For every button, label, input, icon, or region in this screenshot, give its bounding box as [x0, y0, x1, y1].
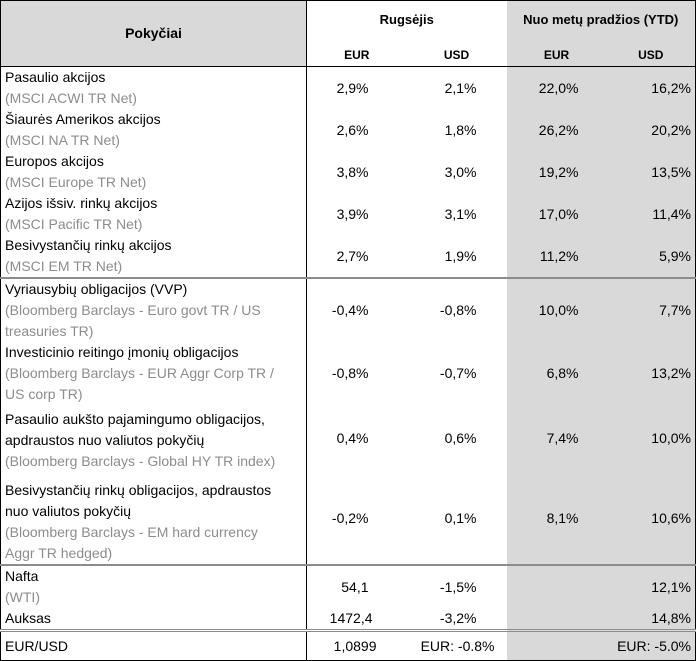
cell-ytd-eur: 17,0%: [507, 193, 607, 235]
row-label: Vyriausybių obligacijos (VVP): [5, 281, 188, 297]
table-row: [1, 109, 696, 151]
cell-ytd-usd: 13,2%: [607, 342, 696, 405]
cell-ytd-eur: 19,2%: [507, 151, 607, 193]
cell-price: 1,0899: [307, 631, 407, 661]
row-label: Pasaulio akcijos: [5, 69, 106, 85]
row-label: Nafta: [5, 568, 39, 584]
row-index-cont: US corp TR): [5, 386, 83, 402]
row-index: (Bloomberg Barclays - Euro govt TR / US: [5, 302, 261, 318]
row-label: Besivystančių rinkų akcijos: [5, 237, 172, 253]
cell-month-usd: 1,8%: [444, 121, 477, 138]
cell-month-eur: 2,7%: [336, 247, 369, 264]
cell-month-usd: 1,9%: [444, 247, 477, 264]
header-ytd: Nuo metų pradžios (YTD): [507, 1, 696, 46]
cell-month-change: -3,2%: [439, 610, 477, 626]
cell-ytd-usd: 10,6%: [607, 472, 696, 565]
table-row: [1, 235, 696, 278]
cell-price: 54,1: [307, 565, 407, 608]
cell-ytd-eur: 7,4%: [507, 405, 607, 472]
cell-ytd-eur: 8,1%: [507, 472, 607, 565]
row-index: (MSCI NA TR Net): [5, 132, 120, 148]
cell-month-eur: -0,8%: [331, 365, 369, 381]
cell-month-usd: 2,1%: [444, 79, 477, 96]
cell-ytd-usd: 11,4%: [607, 193, 696, 235]
row-index: (Bloomberg Barclays - Global HY TR index): [5, 453, 276, 469]
cell-ytd-change: 14,8%: [607, 608, 696, 631]
cell-price: 1472,4: [329, 610, 373, 626]
row-index: (Bloomberg Barclays - EUR Aggr Corp TR /: [5, 365, 274, 381]
table-row: [1, 631, 696, 661]
header-ytd-eur: EUR: [507, 45, 607, 67]
table-row: [1, 278, 696, 342]
table-row: [1, 405, 696, 472]
cell-ytd-eur: 26,2%: [507, 109, 607, 151]
header-month: Rugsėjis: [307, 1, 507, 46]
table-row: [1, 342, 696, 405]
row-label: Šiaurės Amerikos akcijos: [5, 111, 161, 127]
cell-month-usd: 3,0%: [444, 163, 477, 180]
row-label: EUR/USD: [1, 631, 307, 661]
cell-month-usd: 0,6%: [444, 430, 477, 446]
cell-ytd-eur: 22,0%: [507, 67, 607, 110]
row-label: Azijos išsiv. rinkų akcijos: [5, 195, 158, 211]
row-index: (MSCI ACWI TR Net): [5, 90, 137, 106]
cell-ytd-usd: 5,9%: [607, 235, 696, 278]
cell-ytd-usd: 13,5%: [607, 151, 696, 193]
row-label: Besivystančių rinkų obligacijos, apdraustos: [5, 482, 272, 498]
row-index-cont: Aggr TR hedged): [5, 545, 113, 561]
table-row: [1, 67, 696, 110]
cell-ytd-eur: 11,2%: [507, 235, 607, 278]
cell-ytd-usd: 20,2%: [607, 109, 696, 151]
cell-month-eur: 2,9%: [336, 79, 369, 96]
table-row: [1, 193, 696, 235]
row-label: Europos akcijos: [5, 153, 104, 169]
cell-ytd-eur: 10,0%: [507, 278, 607, 342]
cell-ytd-usd: 7,7%: [607, 278, 696, 342]
row-index: (Bloomberg Barclays - EM hard currency: [5, 524, 258, 540]
cell-month-eur: 0,4%: [336, 430, 369, 446]
cell-ytd-usd: 16,2%: [607, 67, 696, 110]
row-index: (MSCI EM TR Net): [5, 258, 123, 274]
cell-ytd-change: EUR: -5.0%: [607, 631, 696, 661]
cell-month-eur: 3,9%: [336, 205, 369, 222]
cell-ytd-usd: 10,0%: [607, 405, 696, 472]
row-index: (MSCI Europe TR Net): [5, 174, 147, 190]
table-row: [1, 608, 696, 631]
row-label: Pasaulio aukšto pajamingumo obligacijos,: [5, 411, 265, 427]
cell-month-change: EUR: -0.8%: [407, 631, 507, 661]
cell-month-usd: 0,1%: [444, 509, 477, 526]
cell-month-usd: -0,7%: [439, 365, 477, 381]
row-label-cont: apdraustos nuo valiutos pokyčių: [5, 432, 205, 448]
cell-month-change: -1,5%: [407, 565, 507, 608]
header-month-eur: EUR: [307, 45, 407, 67]
row-index: (MSCI Pacific TR Net): [5, 216, 143, 232]
table-row: [1, 565, 696, 608]
row-label: Auksas: [5, 610, 51, 626]
row-label-cont: nuo valiutos pokyčių: [5, 503, 132, 519]
header-month-usd: USD: [407, 45, 507, 67]
cell-month-usd: 3,1%: [444, 205, 477, 222]
cell-month-eur: -0,2%: [331, 509, 369, 526]
row-label: Investicinio reitingo įmonių obligacijos: [5, 344, 239, 360]
row-index: (WTI): [5, 589, 40, 605]
header-ytd-usd: USD: [607, 45, 696, 67]
cell-month-eur: 2,6%: [336, 121, 369, 138]
cell-month-usd: -0,8%: [407, 278, 507, 342]
header-title: Pokyčiai: [1, 1, 307, 67]
table-row: [1, 472, 696, 565]
cell-ytd-eur: 6,8%: [507, 342, 607, 405]
cell-ytd-change: 12,1%: [607, 565, 696, 608]
cell-month-eur: 3,8%: [336, 163, 369, 180]
table-row: [1, 151, 696, 193]
cell-month-eur: -0,4%: [307, 278, 407, 342]
row-index-cont: treasuries TR): [5, 323, 94, 339]
